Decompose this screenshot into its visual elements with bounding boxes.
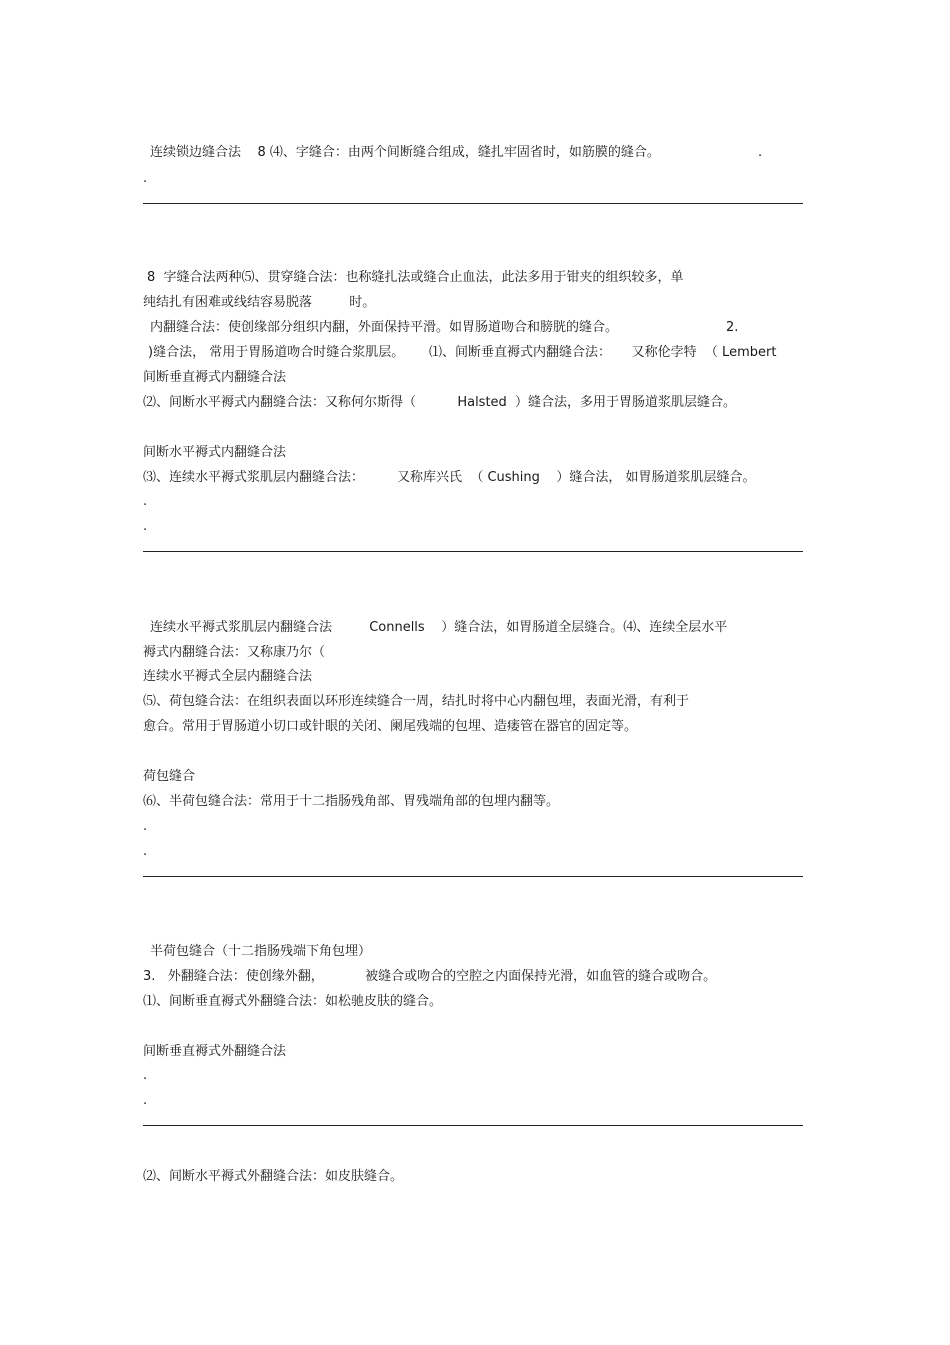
text-line: 间断垂直褥式外翻缝合法 <box>143 1044 287 1059</box>
text-line: 荷包缝合 <box>143 769 196 784</box>
text-line: . <box>143 171 148 186</box>
text-line: ⑴、间断垂直褥式外翻缝合法：如松驰皮肤的缝合。 <box>143 994 443 1009</box>
text-line: ⑸、荷包缝合法：在组织表面以环形连续缝合一周，结扎时将中心内翻包埋，表面光滑，有利于 <box>143 694 690 709</box>
text-line: )缝合法， 常用于胃肠道吻合时缝合浆肌层。 ⑴、间断垂直褥式内翻缝合法： 又称伦孛特 （ Lembert <box>148 345 777 360</box>
text-line: 间断水平褥式内翻缝合法 <box>143 445 287 460</box>
text-line: 愈合。常用于胃肠道小切口或针眼的关闭、阑尾残端的包埋、造瘘管在器官的固定等。 <box>143 719 638 734</box>
text-line: 内翻缝合法：使创缘部分组织内翻，外面保持平滑。如胃肠道吻合和膀胱的缝合。 <box>150 320 619 335</box>
text-line: ⑵、间断水平褥式外翻缝合法：如皮肤缝合。 <box>143 1169 404 1184</box>
text-line: 间断垂直褥式内翻缝合法 <box>143 370 287 385</box>
text-line: 连续锁边缝合法 8 ⑷、字缝合：由两个间断缝合组成，缝扎牢固省时，如筋膜的缝合。 <box>150 145 660 160</box>
text-line: . <box>143 1068 148 1083</box>
text-line: ⑹、半荷包缝合法：常用于十二指肠残角部、胃残端角部的包埋内翻等。 <box>143 794 560 809</box>
text-line: 8 字缝合法两种⑸、贯穿缝合法：也称缝扎法或缝合止血法，此法多用于钳夹的组织较多，单 <box>147 270 684 285</box>
text-line: 连续水平褥式全层内翻缝合法 <box>143 669 313 684</box>
section-divider <box>143 876 803 877</box>
text-line: ⑵、间断水平褥式内翻缝合法：又称何尔斯得（ Halsted ）缝合法，多用于胃肠道浆肌层缝合。 <box>143 395 737 410</box>
text-line: . <box>143 1093 148 1108</box>
section-divider <box>143 203 803 204</box>
section-divider <box>143 1125 803 1126</box>
list-number: 2. <box>726 320 739 335</box>
text-line: . <box>143 844 148 859</box>
text-line: . <box>143 519 148 534</box>
text-line: 半荷包缝合（十二指肠残端下角包埋） <box>150 944 372 959</box>
text-line: 3. 外翻缝合法：使创缘外翻， 被缝合或吻合的空腔之内面保持光滑，如血管的缝合或吻合。 <box>143 969 717 984</box>
text-line: 纯结扎有困难或线结容易脱落 时。 <box>143 295 376 310</box>
text-line: ⑶、连续水平褥式浆肌层内翻缝合法： 又称库兴氏 （ Cushing ）缝合法， 如胃肠道浆肌层缝合。 <box>143 470 756 485</box>
text-line: 褥式内翻缝合法：又称康乃尔（ <box>143 645 326 660</box>
text-line: . <box>143 819 148 834</box>
section-divider <box>143 551 803 552</box>
text-line: 连续水平褥式浆肌层内翻缝合法 Connells ）缝合法，如胃肠道全层缝合。⑷、连续全层水平 <box>150 620 728 635</box>
text-dot: . <box>758 145 763 160</box>
text-line: . <box>143 494 148 509</box>
